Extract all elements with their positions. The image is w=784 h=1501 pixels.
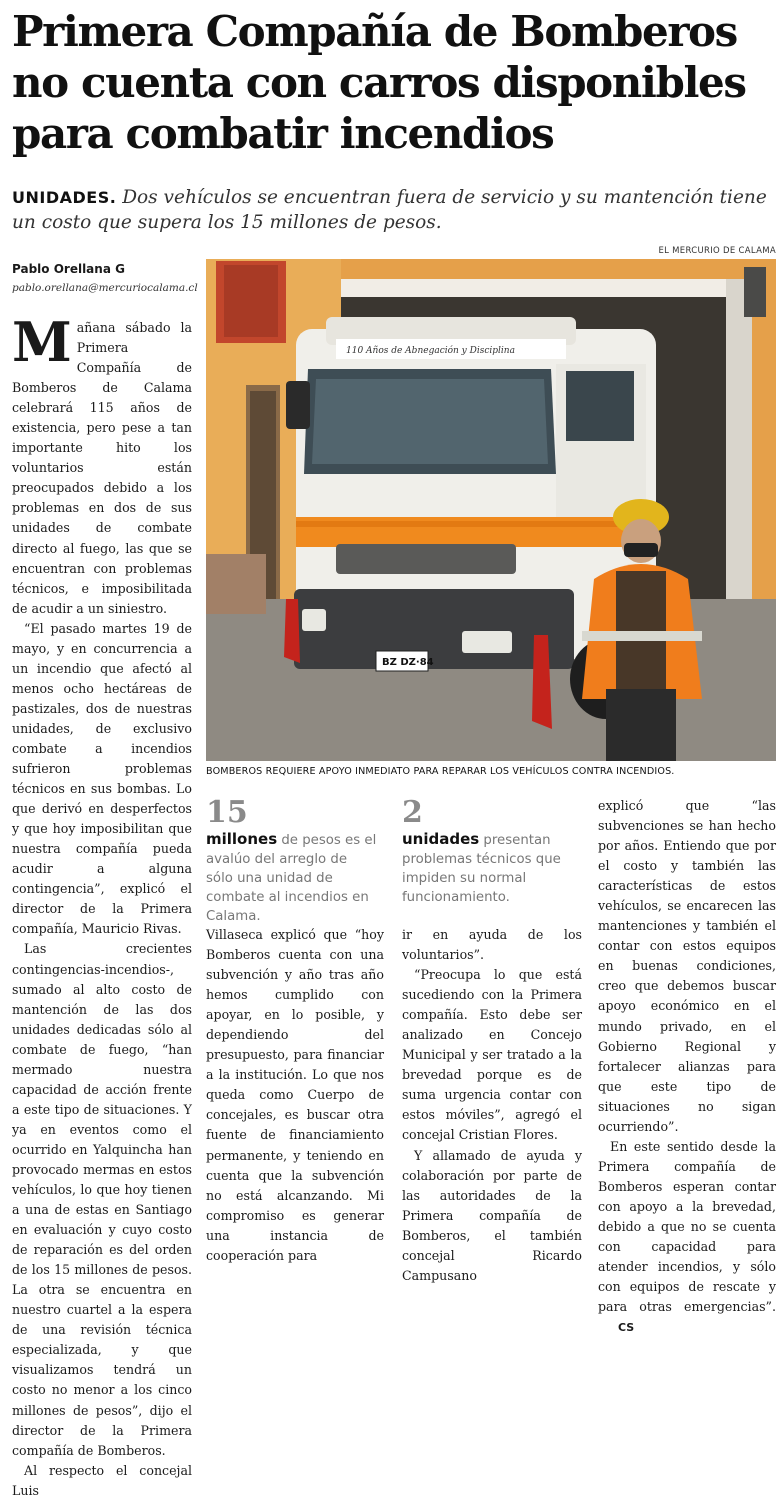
headline-line: Primera Compañía de Bomberos (12, 7, 737, 56)
fire-truck-photo (206, 259, 776, 761)
summary (12, 185, 776, 235)
paragraph: Y allamado de ayuda y colaboración por parte de las autoridades de la Primera compañía de Bomberos, el también concejal Ricardo Campusano (402, 1147, 582, 1283)
headline-line: para combatir incendios (12, 109, 554, 158)
end-mark: CS (618, 1321, 635, 1335)
headline-line: no cuenta con carros disponibles (12, 58, 746, 107)
license-plate-text: BZ DZ·84 (382, 657, 434, 668)
body-column-4 (598, 796, 776, 1338)
headline (12, 6, 776, 159)
paragraph: Villaseca explicó que “hoy Bomberos cuenta con una subvención y año tras año hemos cumplido con apoyar, en lo posible, y dependiendo del presupuesto, para financiar a la institución. Lo que nos queda como Cuerpo de concejales, es buscar otra fuente de financiamiento permanente, y teniendo en cuenta que la subvención no está alcanzando. Mi compromiso es generar una instancia de cooperación para (206, 927, 384, 1263)
paragraph: Al respecto el concejal Luis (12, 1462, 192, 1498)
summary-kicker: UNIDADES. (12, 188, 117, 207)
body-column-3 (402, 925, 582, 1286)
stat-number: 15 (206, 795, 248, 830)
author-email[interactable]: pablo.orellana@mercuriocalama.cl (12, 282, 198, 294)
paragraph: ir en ayuda de los voluntarios”. (402, 927, 582, 963)
summary-text: Dos vehículos se encuentran fuera de servicio y su mantención tiene un costo que supera los 15 millones de pesos. (12, 187, 767, 233)
stat-text: millones de pesos es el avalúo del arreglo de sólo una unidad de combate al incendios en Calama. (206, 830, 377, 924)
stat-number: 2 (402, 795, 423, 830)
paragraph: “Preocupa lo que está sucediendo con la Primera compañía. Esto debe ser analizado en Concejo Municipal y ser tratado a la brevedad porque es de suma urgencia contar con estos móviles”, agregó el concejal Cristian Flores. (402, 967, 582, 1143)
photo-caption: BOMBEROS REQUIERE APOYO INMEDIATO PARA REPARAR LOS VEHÍCULOS CONTRA INCENDIOS. (206, 766, 675, 777)
body-column-2 (206, 925, 384, 1266)
paragraph: explicó que “las subvenciones se han hecho por años. Entiendo que por el costo y también las características de estos vehículos, se encarecen las mantenciones y también el contar con estos equipos en buenas condiciones, creo que debemos buscar apoyo económico en el mundo privado, en el Gobierno Regional y fortalecer alianzas para que este tipo de situaciones no sigan ocurriendo”. (598, 798, 776, 1134)
paragraph: Las crecientes contingencias-incendios-, sumado al alto costo de mantención de las dos unidades dedicadas sólo al combate de fuego, “han mermado nuestra capacidad de acción frente a este tipo de situaciones. Y ya en eventos como el ocurrido en Yalquincha han provocado mermas en estos vehículos, lo que hoy tienen a una de estas en Santiago en evaluación y cuyo costo de reparación es del orden de los 15 millones de pesos. La otra se encuentra en nuestro cuartel a la espera de una revisión técnica especializada, y que visualizamos tendrá un costo no menor a los cinco millones de pesos”, dijo el director de la Primera compañía de Bomberos. (12, 941, 192, 1458)
dropcap: M (12, 310, 72, 374)
stat-text: unidades presentan problemas técnicos que impiden su normal funcionamiento. (402, 830, 561, 905)
body-column-1 (12, 310, 192, 1501)
author-name: Pablo Orellana G (12, 262, 125, 276)
paragraph: “El pasado martes 19 de mayo, y en concurrencia a un incendio que afectó al menos ocho hectáreas de pastizales, dos de nuestras unidades, de exclusivo combate a incendios sufrieron problemas técnicos en sus bombas. Lo que derivó en desperfectos y que hoy imposibilitan que nuestra compañía pueda acudir a alguna contingencia”, explicó el director de la Primera compañía, Mauricio Rivas. (12, 620, 192, 937)
paragraph: Mañana sábado la Primera Compañía de Bomberos de Calama celebrará 115 años de existencia, pero pese a tan importante hito los voluntarios están preocupados debido a los problemas en dos de sus unidades de combate directo al fuego, las que se encuentran con problemas técnicos, e imposibilitada de acudir a un siniestro. (12, 310, 192, 616)
stat-box-1 (206, 796, 378, 926)
photo-credit: EL MERCURIO DE CALAMA (658, 246, 776, 256)
photo-illustration (206, 259, 776, 761)
paragraph: En este sentido desde la Primera compañía de Bomberos esperan contar con apoyo a la brevedad, debido a que no se cuenta con capacidad para atender incendios, y sólo con equipos de rescate y para otras emergencias”.CS (598, 1137, 776, 1338)
stat-box-2 (402, 796, 578, 907)
truck-roof-text: 110 Años de Abnegación y Disciplina (346, 346, 515, 356)
